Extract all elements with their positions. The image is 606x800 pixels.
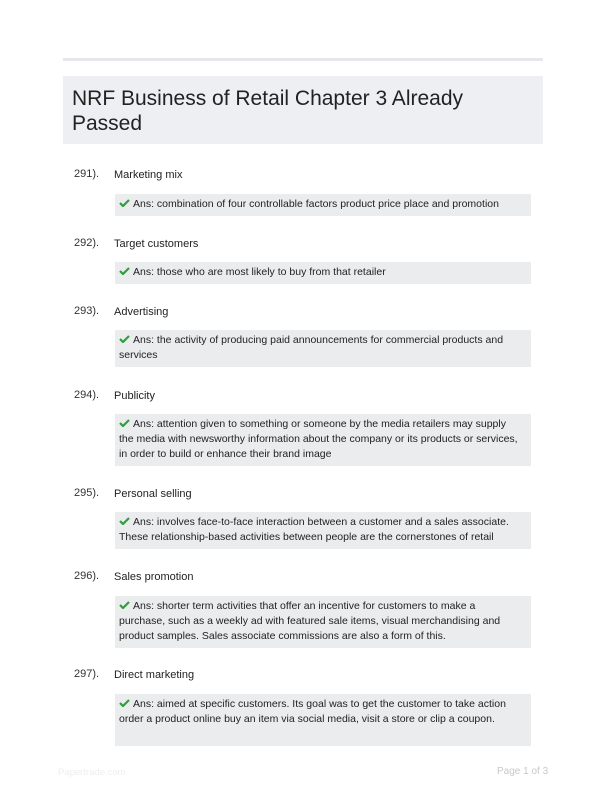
page-number: Page 1 of 3 [497, 766, 549, 777]
answer-text: Ans: combination of four controllable factors product price place and promotion [133, 198, 499, 210]
answer-text: Ans: shorter term activities that offer an incentive for customers to make a purchase, such as a weekly ad with featured sale items, visual merchandising and product samples. Sales associate commissions are also a form of this. [119, 600, 501, 642]
checkmark-icon [119, 517, 130, 525]
question-number: 293). [74, 305, 100, 317]
answer-text: Ans: attention given to something or someone by the media retailers may supply the media with newsworthy information about the company or its products or services, in order to build or enhance their brand image [119, 418, 518, 460]
page-title: NRF Business of Retail Chapter 3 Already Passed [72, 87, 464, 135]
question-number: 294). [74, 389, 100, 401]
question-term: Personal selling [114, 488, 192, 500]
top-divider [63, 58, 543, 61]
answer-text: Ans: the activity of producing paid announcements for commercial products and services [119, 334, 504, 361]
question-number: 296). [74, 570, 100, 582]
answer-box [115, 194, 531, 216]
checkmark-icon [119, 419, 130, 427]
answer-box [115, 596, 531, 648]
checkmark-icon [119, 699, 130, 707]
question-number: 295). [74, 487, 100, 499]
answer-text: Ans: involves face-to-face interaction between a customer and a sales associate. These relationship-based activities between people are the cornerstones of retail [119, 516, 509, 543]
checkmark-icon [119, 199, 130, 207]
question-number: 292). [74, 237, 100, 249]
question-number: 291). [74, 168, 100, 180]
question-term: Marketing mix [114, 169, 183, 181]
footer-watermark: Papertrade.com [58, 767, 126, 778]
question-term: Publicity [114, 390, 155, 402]
question-term: Advertising [114, 306, 169, 318]
answer-box [115, 512, 531, 549]
answer-text: Ans: those who are most likely to buy from that retailer [133, 266, 386, 278]
title-block [63, 76, 543, 144]
question-number: 297). [74, 668, 100, 680]
checkmark-icon [119, 335, 130, 343]
answer-box [115, 694, 531, 746]
question-term: Direct marketing [114, 669, 195, 681]
answer-box [115, 330, 531, 367]
answer-text: Ans: aimed at specific customers. Its goal was to get the customer to take action order a product online buy an item via social media, visit a store or clip a coupon. [119, 698, 506, 725]
checkmark-icon [119, 267, 130, 275]
question-term: Sales promotion [114, 571, 194, 583]
answer-box [115, 262, 531, 284]
answer-box [115, 414, 531, 466]
question-term: Target customers [114, 238, 199, 250]
checkmark-icon [119, 601, 130, 609]
